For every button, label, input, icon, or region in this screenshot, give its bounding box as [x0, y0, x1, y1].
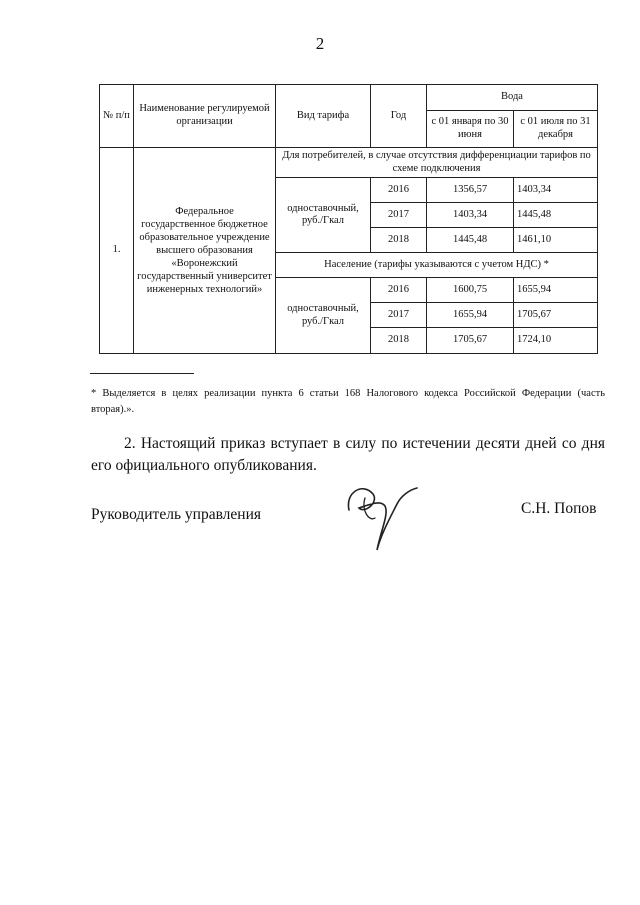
header-org: Наименование регулируемой организации	[134, 85, 276, 148]
value-cell: 1356,57	[427, 178, 514, 203]
footnote: * Выделяется в целях реализации пункта 6 статьи 168 Налогового кодекса Российской Федерации (часть вторая).».	[91, 388, 605, 415]
year-cell: 2017	[371, 203, 427, 228]
value-cell: 1705,67	[514, 303, 598, 328]
order-effective-paragraph: 2. Настоящий приказ вступает в силу по истечении десяти дней со дня его официального опубликования.	[91, 435, 605, 475]
value-cell: 1445,48	[514, 203, 598, 228]
signature-icon	[335, 470, 420, 555]
header-year: Год	[371, 85, 427, 148]
footnote-divider	[90, 373, 194, 374]
year-cell: 2016	[371, 178, 427, 203]
year-cell: 2018	[371, 328, 427, 354]
tariff-type: одноставочный, руб./Гкал	[276, 278, 371, 354]
value-cell: 1655,94	[427, 303, 514, 328]
header-water: Вода	[427, 85, 598, 111]
value-cell: 1600,75	[427, 278, 514, 303]
value-cell: 1724,10	[514, 328, 598, 354]
section-title: Население (тарифы указываются с учетом НДС) *	[276, 253, 598, 278]
header-num: № п/п	[100, 85, 134, 148]
header-tariff-type: Вид тарифа	[276, 85, 371, 148]
row-number: 1.	[100, 148, 134, 354]
header-period-1: с 01 января по 30 июня	[427, 111, 514, 148]
value-cell: 1403,34	[514, 178, 598, 203]
page-number: 2	[315, 34, 325, 53]
value-cell: 1445,48	[427, 228, 514, 253]
signer-title: Руководитель управления	[91, 506, 262, 523]
tariff-table	[99, 84, 598, 354]
value-cell: 1461,10	[514, 228, 598, 253]
tariff-type: одноставочный, руб./Гкал	[276, 178, 371, 253]
year-cell: 2017	[371, 303, 427, 328]
year-cell: 2018	[371, 228, 427, 253]
value-cell: 1403,34	[427, 203, 514, 228]
value-cell: 1655,94	[514, 278, 598, 303]
year-cell: 2016	[371, 278, 427, 303]
value-cell: 1705,67	[427, 328, 514, 354]
signer-name: С.Н. Попов	[521, 500, 597, 517]
organization-name: Федеральное государственное бюджетное образовательное учреждение высшего образования «Воронежский государственный университет инженерных технологий»	[134, 148, 276, 354]
section-title: Для потребителей, в случае отсутствия дифференциации тарифов по схеме подключения	[276, 148, 598, 178]
header-period-2: с 01 июля по 31 декабря	[514, 111, 598, 148]
